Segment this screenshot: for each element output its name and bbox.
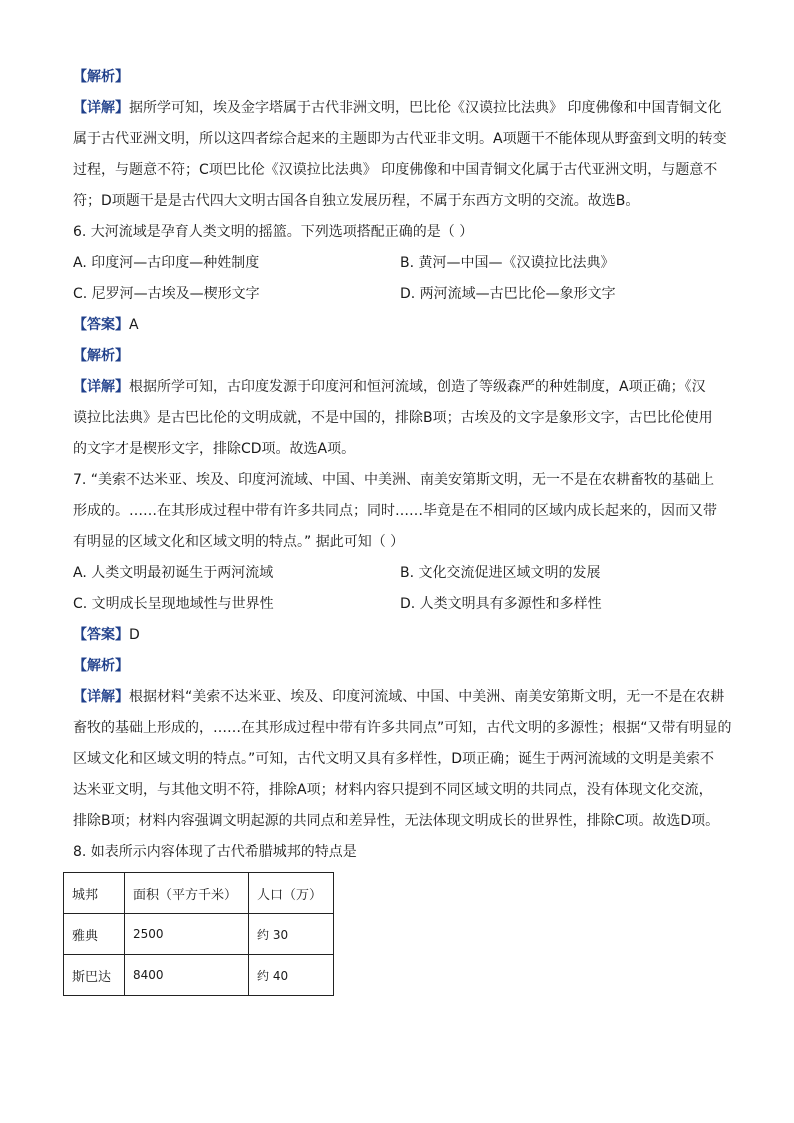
- option-d: D. 两河流域—古巴比伦—象形文字: [400, 286, 616, 302]
- explanation-line: 过程，与题意不符；C项巴比伦《汉谟拉比法典》 印度佛像和中国青铜文化属于古代亚洲文明，与题意不: [73, 162, 718, 178]
- explanation-line: [73, 682, 728, 713]
- question-6-options-row-2: [73, 279, 728, 310]
- explanation-text: 据所学可知，埃及金字塔属于古代非洲文明，巴比伦《汉谟拉比法典》 印度佛像和中国青铜文化: [129, 100, 722, 116]
- explanation-line: 畜牧的基础上形成的，……在其形成过程中带有许多共同点”可知，古代文明的多源性；根据“又带有明显的: [73, 720, 732, 736]
- answer-tag: 【答案】: [73, 627, 129, 643]
- section-label-analysis: [73, 341, 728, 372]
- answer-value: D: [129, 627, 140, 643]
- table-cell: 约 40: [249, 955, 334, 996]
- question-7-stem: 形成的。……在其形成过程中带有许多共同点；同时……毕竟是在不相同的区域内成长起来的，因而又带: [73, 503, 717, 519]
- analysis-tag: 【解析】: [73, 69, 129, 85]
- question-7-stem: 7. “美索不达米亚、埃及、印度河流域、中国、中美洲、南美安第斯文明，无一不是在农耕畜牧的基础上: [73, 472, 715, 488]
- explanation-line: [73, 372, 728, 403]
- question-6-options-row-1: [73, 248, 728, 279]
- question-7-answer: [73, 620, 728, 651]
- table-cell: 雅典: [64, 914, 125, 955]
- table-cell: 8400: [125, 955, 249, 996]
- detail-tag: 【详解】: [73, 689, 129, 705]
- question-7-options-row-2: [73, 589, 728, 620]
- section-label-analysis: [73, 651, 728, 682]
- table-header-cell: 面积（平方千米）: [125, 873, 249, 914]
- question-8-stem: 8. 如表所示内容体现了古代希腊城邦的特点是: [73, 844, 357, 860]
- detail-tag: 【详解】: [73, 379, 129, 395]
- explanation-line: 谟拉比法典》是古巴比伦的文明成就，不是中国的，排除B项；古埃及的文字是象形文字，古巴比伦使用: [73, 410, 713, 426]
- city-state-table: [63, 872, 334, 996]
- option-d: D. 人类文明具有多源性和多样性: [400, 596, 602, 612]
- analysis-tag: 【解析】: [73, 348, 129, 364]
- question-6-answer: [73, 310, 728, 341]
- explanation-line: 属于古代亚洲文明，所以这四者综合起来的主题即为古代亚非文明。A项题干不能体现从野蛮到文明的转变: [73, 131, 727, 147]
- explanation-line: [73, 93, 728, 124]
- table-row: [64, 955, 334, 996]
- table-cell: 斯巴达: [64, 955, 125, 996]
- table-cell: 2500: [125, 914, 249, 955]
- explanation-line: 符；D项题干是是古代四大文明古国各自独立发展历程，不属于东西方文明的交流。故选B。: [73, 193, 640, 209]
- explanation-text: 根据所学可知，古印度发源于印度河和恒河流域，创造了等级森严的种姓制度，A项正确；《汉: [129, 379, 706, 395]
- option-a: A. 人类文明最初诞生于两河流域: [73, 565, 274, 581]
- detail-tag: 【详解】: [73, 100, 129, 116]
- option-c: C. 文明成长呈现地域性与世界性: [73, 596, 274, 612]
- option-a: A. 印度河—古印度—种姓制度: [73, 255, 260, 271]
- question-6-stem: 6. 大河流域是孕育人类文明的摇篮。下列选项搭配正确的是（ ）: [73, 224, 474, 240]
- option-b: B. 文化交流促进区域文明的发展: [400, 565, 601, 581]
- explanation-line: 区域文化和区域文明的特点。”可知，古代文明又具有多样性，D项正确；诞生于两河流域的文明是美索不: [73, 751, 715, 767]
- question-7-stem: 有明显的区域文化和区域文明的特点。” 据此可知（ ）: [73, 534, 405, 550]
- table-row: [64, 914, 334, 955]
- answer-value: A: [129, 317, 139, 333]
- document-page: [73, 62, 732, 868]
- explanation-line: 的文字才是楔形文字，排除CD项。故选A项。: [73, 441, 356, 457]
- option-b: B. 黄河—中国—《汉谟拉比法典》: [400, 255, 615, 271]
- answer-tag: 【答案】: [73, 317, 129, 333]
- option-c: C. 尼罗河—古埃及—楔形文字: [73, 286, 260, 302]
- explanation-line: 达米亚文明，与其他文明不符，排除A项；材料内容只提到不同区域文明的共同点，没有体现文化交流，: [73, 782, 713, 798]
- question-7-options-row-1: [73, 558, 728, 589]
- explanation-line: 排除B项；材料内容强调文明起源的共同点和差异性，无法体现文明成长的世界性，排除C项。故选D项。: [73, 813, 720, 829]
- table-header-cell: 城邦: [64, 873, 125, 914]
- table-header-row: [64, 873, 334, 914]
- section-label-analysis: [73, 62, 728, 93]
- table-header-cell: 人口（万）: [249, 873, 334, 914]
- explanation-text: 根据材料“美索不达米亚、埃及、印度河流域、中国、中美洲、南美安第斯文明，无一不是在农耕: [129, 689, 725, 705]
- table-cell: 约 30: [249, 914, 334, 955]
- analysis-tag: 【解析】: [73, 658, 129, 674]
